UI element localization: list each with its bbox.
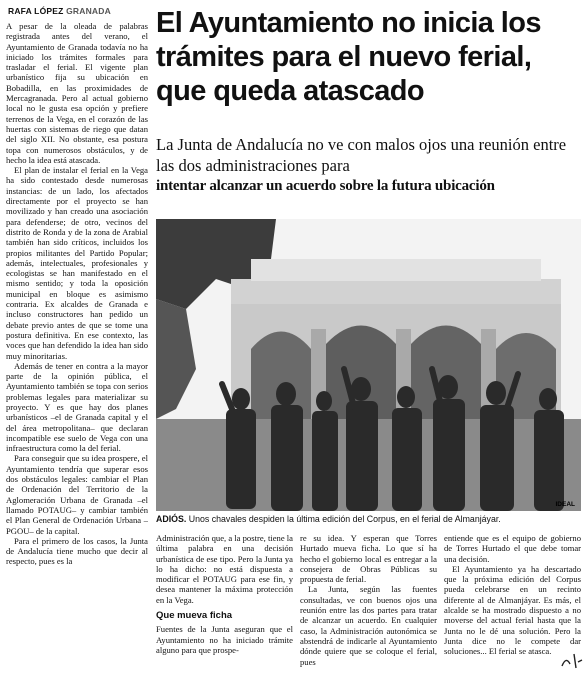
byline bbox=[8, 6, 111, 16]
paragraph: re su idea. Y esperan que Torres Hurtado mueva ficha. Lo que sí ha hecho el gobierno local es entregar a la consejera de Obras Públicas su propuesta de ferial. bbox=[300, 533, 437, 585]
news-photo bbox=[156, 219, 581, 511]
paragraph: Además de tener en contra a la mayor parte de la opinión pública, el Ayuntamiento también se topa con serios problemas legales para materializar su proyecto. Y es que hay dos planes urbanísticos –el de Granada capital y el del área metropolitana– que declaran incompatible ese suelo de Vega con una infraestructura como la del ferial. bbox=[6, 360, 148, 454]
paragraph: Administración que, a la postre, tiene la última palabra en una decisión urbanística de ese tipo. Pero la Junta ya lo ha dicho: no está dispuesta a modificar el POTAUG para ese fin, y desea mantener la máxima protección en la Vega. bbox=[156, 533, 293, 605]
byline-location: GRANADA bbox=[66, 6, 111, 16]
pen-scribble-mark bbox=[560, 650, 584, 670]
photo-caption bbox=[156, 514, 581, 525]
paragraph: Para el primero de los casos, la Junta de Andalucía tiene mucho que decir al respecto, pues es la bbox=[6, 535, 148, 567]
paragraph: La Junta, según las fuentes consultadas, ve con buenos ojos una reunión entre las dos partes para tratar de alcanzar un acuerdo. En cualquier caso, la Administración autonómica se abstendrá de indicarle al Ayuntamiento dónde quiere que se coloque el ferial, pues bbox=[300, 584, 437, 667]
deck-line-2: intentar alcanzar un acuerdo sobre la futura ubicación bbox=[156, 178, 495, 194]
photo-illustration bbox=[156, 219, 581, 511]
deck-line-1: La Junta de Andalucía no ve con malos ojos una reunión entre las dos administraciones para bbox=[156, 135, 567, 175]
article-column-left bbox=[6, 21, 148, 673]
deck bbox=[156, 134, 581, 197]
headline: El Ayuntamiento no inicia los trámites para el nuevo ferial, que queda atascado bbox=[156, 7, 541, 107]
caption-lead: ADIÓS. bbox=[156, 514, 187, 524]
paragraph: El Ayuntamiento ya ha descartado que la próxima edición del Corpus pueda celebrarse en un recinto diferente al de Almanjáyar. Es más, el alcalde se ha mostrado dispuesto a no moverse del actual ferial hasta que la Junta no le dé una solución. Pero la Junta dice no le compete dar soluciones... El ferial se atasca. bbox=[444, 563, 581, 657]
photo-credit: IDEAL bbox=[555, 501, 575, 508]
article-column-3 bbox=[300, 533, 437, 673]
paragraph: Para conseguir que su idea prospere, el Ayuntamiento tendría que superar esos dos obstáculos legales: cambiar el Plan de Ordenación del Territorio de la Aglomeración Urbana de Granada –el llamado POTAUG– y cambiar también el Plan General de Ordenación Urbana –PGOU– de la capital. bbox=[6, 453, 148, 536]
paragraph: Fuentes de la Junta aseguran que el Ayuntamiento no ha iniciado trámite alguno para que prospe- bbox=[156, 624, 293, 655]
paragraph: El plan de instalar el ferial en la Vega ha sido contestado desde numerosas instancias: de un lado, los afectados directamente por el proyecto se han movilizado y han creado una asociación para defenderse; de otro, vecinos del distrito de Ronda y de la zona de Arabial también han sido críticos, incluidos los propios militantes del Partido Popular; además, intelectuales, profesionales y ecologistas se han manifestado en el mismo sentido; y toda la oposición municipal en bloque es asimismo contraria. Ex alcaldes de Granada e incluso constructores han pedido un debate previo antes de que se tome una postura definitiva. En ese contexto, las voces que han defendido la idea han sido muy minoritarias. bbox=[6, 165, 148, 361]
article-column-2 bbox=[156, 533, 293, 673]
paragraph: A pesar de la oleada de palabras registrada antes del verano, el Ayuntamiento de Granada todavía no ha iniciado los trámites formales para trasladar el ferial. El vigente plan urbanístico fija su ubicación en Bobadilla, en las proximidades de Mercagranada. Pero al actual gobierno local no le gusta esa opción y prefiere terrenos de la Vega, en el corazón de las huertas con sistemas de riego que datan del siglo XII. No obstante, esa postura topa con numerosos obstáculos, y de hecho la idea está atascada. bbox=[6, 21, 148, 165]
paragraph: entiende que es el equipo de gobierno de Torres Hurtado el que debe tomar una decisión. bbox=[444, 533, 581, 564]
byline-author: RAFA LÓPEZ bbox=[8, 6, 64, 16]
subheading: Que mueva ficha bbox=[156, 610, 233, 622]
caption-text: Unos chavales despiden la última edición del Corpus, en el ferial de Almanjáyar. bbox=[186, 514, 501, 524]
